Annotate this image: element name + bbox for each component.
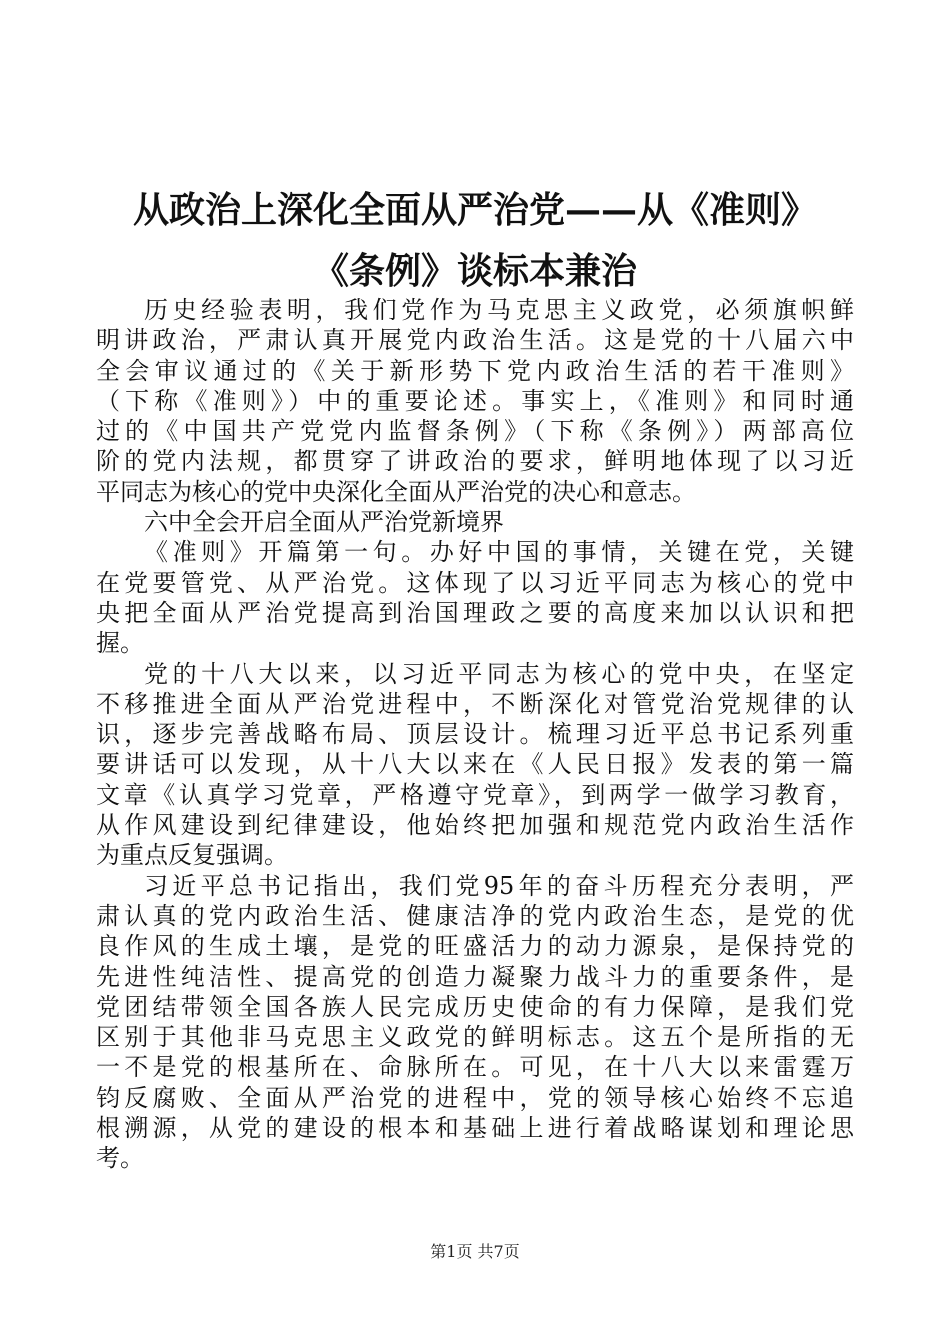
- paragraph: [96, 659, 854, 871]
- document-title-line-1: 从政治上深化全面从严治党——从《准则》: [132, 189, 817, 231]
- document-body: [96, 295, 854, 1174]
- text-line: 六中全会开启全面从严治党新境界: [144, 508, 504, 537]
- text-line: 党团结带领全国各族人民完成历史使命的有力保障，是我们党: [96, 992, 854, 1021]
- text-line: 为重点反复强调。: [96, 841, 288, 870]
- text-line: 习近平总书记指出，我们党95年的奋斗历程充分表明，严: [144, 871, 854, 900]
- text-line: 考。: [96, 1144, 144, 1173]
- paragraph: [96, 537, 854, 658]
- text-line: 根溯源，从党的建设的根本和基础上进行着战略谋划和理论思: [96, 1114, 854, 1143]
- text-line: 区别于其他非马克思主义政党的鲜明标志。这五个是所指的无: [96, 1023, 854, 1052]
- section-heading: [96, 507, 854, 537]
- text-line: 文章《认真学习党章，严格遵守党章》，到两学一做学习教育，: [96, 780, 854, 809]
- text-line: 握。: [96, 629, 144, 658]
- text-line: 肃认真的党内政治生活、健康洁净的党内政治生态，是党的优: [96, 901, 854, 930]
- text-line: 识，逐步完善战略布局、顶层设计。梳理习近平总书记系列重: [96, 720, 854, 749]
- text-line: 良作风的生成土壤，是党的旺盛活力的动力源泉，是保持党的: [96, 932, 854, 961]
- text-line: 过的《中国共产党党内监督条例》（下称《条例》）两部高位: [96, 417, 854, 446]
- paragraph: [96, 871, 854, 1174]
- text-line: 央把全面从严治党提高到治国理政之要的高度来加以认识和把: [96, 598, 854, 627]
- text-line: 党的十八大以来，以习近平同志为核心的党中央，在坚定: [144, 659, 854, 688]
- text-line: 《准则》开篇第一句。办好中国的事情，关键在党，关键: [144, 538, 854, 567]
- text-line: 不移推进全面从严治党进程中，不断深化对管党治党规律的认: [96, 689, 854, 718]
- text-line: 阶的党内法规，都贯穿了讲政治的要求，鲜明地体现了以习近: [96, 447, 854, 476]
- page-footer: 第1页 共7页: [430, 1242, 520, 1261]
- text-line: 钧反腐败、全面从严治党的进程中，党的领导核心始终不忘追: [96, 1083, 854, 1112]
- document-title-line-2: 《条例》谈标本兼治: [312, 250, 637, 292]
- text-line: 明讲政治，严肃认真开展党内政治生活。这是党的十八届六中: [96, 326, 854, 355]
- text-line: 先进性纯洁性、提高党的创造力凝聚力战斗力的重要条件，是: [96, 962, 854, 991]
- text-line: 历史经验表明，我们党作为马克思主义政党，必须旗帜鲜: [144, 296, 854, 324]
- text-line: 全会审议通过的《关于新形势下党内政治生活的若干准则》: [96, 356, 854, 385]
- text-line: 要讲话可以发现，从十八大以来在《人民日报》发表的第一篇: [96, 750, 854, 779]
- text-line: 在党要管党、从严治党。这体现了以习近平同志为核心的党中: [96, 568, 854, 597]
- text-line: （下称《准则》）中的重要论述。事实上，《准则》和同时通: [96, 386, 854, 415]
- text-line: 一不是党的根基所在、命脉所在。可见，在十八大以来雷霆万: [96, 1053, 854, 1082]
- paragraph: [96, 295, 854, 507]
- text-line: 从作风建设到纪律建设，他始终把加强和规范党内政治生活作: [96, 811, 854, 840]
- text-line: 平同志为核心的党中央深化全面从严治党的决心和意志。: [96, 477, 696, 506]
